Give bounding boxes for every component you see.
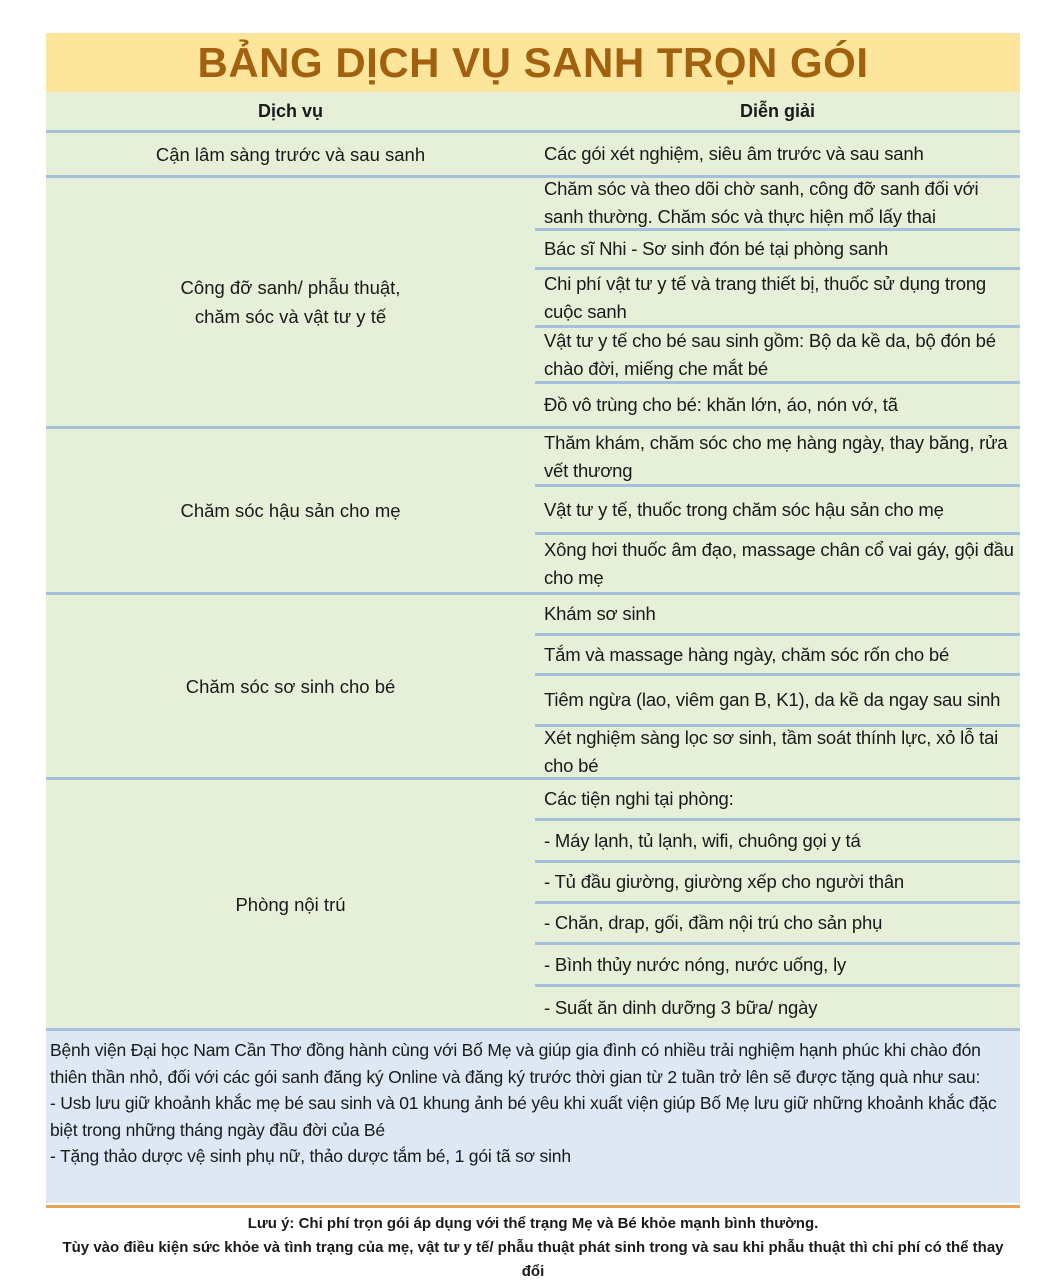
description-list [535, 595, 1020, 777]
description-item: - Chăn, drap, gối, đầm nội trú cho sản phụ [535, 904, 1020, 945]
description-item: Chăm sóc và theo dõi chờ sanh, công đỡ sanh đối với sanh thường. Chăm sóc và thực hiện mổ lấy thai [535, 178, 1020, 231]
description-item: - Máy lạnh, tủ lạnh, wifi, chuông gọi y tá [535, 821, 1020, 863]
description-item: - Tủ đầu giường, giường xếp cho người thân [535, 863, 1020, 904]
description-list [535, 178, 1020, 426]
description-item: Bác sĩ Nhi - Sơ sinh đón bé tại phòng sanh [535, 231, 1020, 270]
footer-line-2: Tùy vào điều kiện sức khỏe và tình trạng của mẹ, vật tư y tế/ phẫu thuật phát sinh trong và sau khi phẫu thuật thì chi phí có thể thay đổi [62, 1239, 1004, 1280]
service-name: Cận lâm sàng trước và sau sanh [155, 143, 426, 165]
description-item: Xông hơi thuốc âm đạo, massage chân cổ vai gáy, gội đầu cho mẹ [544, 538, 1014, 588]
footer-note [46, 1208, 1020, 1284]
description-item: Tắm và massage hàng ngày, chăm sóc rốn cho bé [535, 636, 1020, 676]
table-row [46, 178, 1020, 429]
description-item: Các gói xét nghiệm, siêu âm trước và sau sanh [544, 143, 924, 164]
description-item: - Suất ăn dinh dưỡng 3 bữa/ ngày [544, 996, 818, 1018]
service-name: Chăm sóc sơ sinh cho bé [185, 675, 396, 697]
description-item: Đồ vô trùng cho bé: khăn lớn, áo, nón vớ, tã [544, 394, 898, 415]
description-list [535, 133, 1020, 175]
note-gift-1: - Usb lưu giữ khoảnh khắc mẹ bé sau sinh và 01 khung ảnh bé yêu khi xuất viện giúp Bố Mẹ lưu giữ những khoảnh khắc đặc biệt trong những tháng ngày đầu đời của Bé [50, 1093, 997, 1140]
service-name: Phòng nội trú [235, 893, 346, 915]
description-item: Chi phí vật tư y tế và trang thiết bị, thuốc sử dụng trong cuộc sanh [535, 270, 1020, 328]
table-header [46, 92, 1020, 133]
description-item: Tiêm ngừa (lao, viêm gan B, K1), da kề da ngay sau sinh [535, 676, 1020, 727]
page-title: BẢNG DỊCH VỤ SANH TRỌN GÓI [46, 33, 1020, 92]
service-name: Chăm sóc hậu sản cho mẹ [180, 500, 401, 521]
service-name: Công đỡ sanh/ phẫu thuật, chăm sóc và vật tư y tế [180, 277, 401, 327]
description-item: - Bình thủy nước nóng, nước uống, ly [535, 945, 1020, 987]
description-item: Vật tư y tế, thuốc trong chăm sóc hậu sản cho mẹ [535, 487, 1020, 535]
note-intro: Bệnh viện Đại học Nam Cần Thơ đồng hành cùng với Bố Mẹ và giúp gia đình có nhiều trải nghiệm hạnh phúc khi chào đón thiên thần nhỏ, đối với các gói sanh đăng ký Online và đăng ký trước thời gian từ 2 tuần trở lên sẽ được tặng quà như sau: [50, 1040, 981, 1087]
table-row [46, 595, 1020, 780]
description-item: Thăm khám, chăm sóc cho mẹ hàng ngày, thay băng, rửa vết thương [535, 429, 1020, 487]
description-item: Xét nghiệm sàng lọc sơ sinh, tầm soát thính lực, xỏ lỗ tai cho bé [544, 727, 999, 776]
description-list [535, 429, 1020, 592]
gift-note [46, 1031, 1020, 1203]
table-row [46, 780, 1020, 1031]
description-item: Vật tư y tế cho bé sau sinh gồm: Bộ da kề da, bộ đón bé chào đời, miếng che mắt bé [535, 328, 1020, 384]
header-service: Dịch vụ [257, 100, 323, 121]
table-row [46, 429, 1020, 595]
description-item: Khám sơ sinh [535, 595, 1020, 636]
header-description: Diễn giải [739, 100, 815, 121]
table-body [46, 133, 1020, 1031]
note-gift-2: - Tặng thảo dược vệ sinh phụ nữ, thảo dược tắm bé, 1 gói tã sơ sinh [50, 1146, 571, 1166]
description-list [535, 780, 1020, 1028]
description-item: Các tiện nghi tại phòng: [535, 780, 1020, 821]
footer-line-1: Lưu ý: Chi phí trọn gói áp dụng với thể trạng Mẹ và Bé khỏe mạnh bình thường. [247, 1215, 819, 1232]
service-table [46, 33, 1020, 1284]
table-row [46, 133, 1020, 178]
